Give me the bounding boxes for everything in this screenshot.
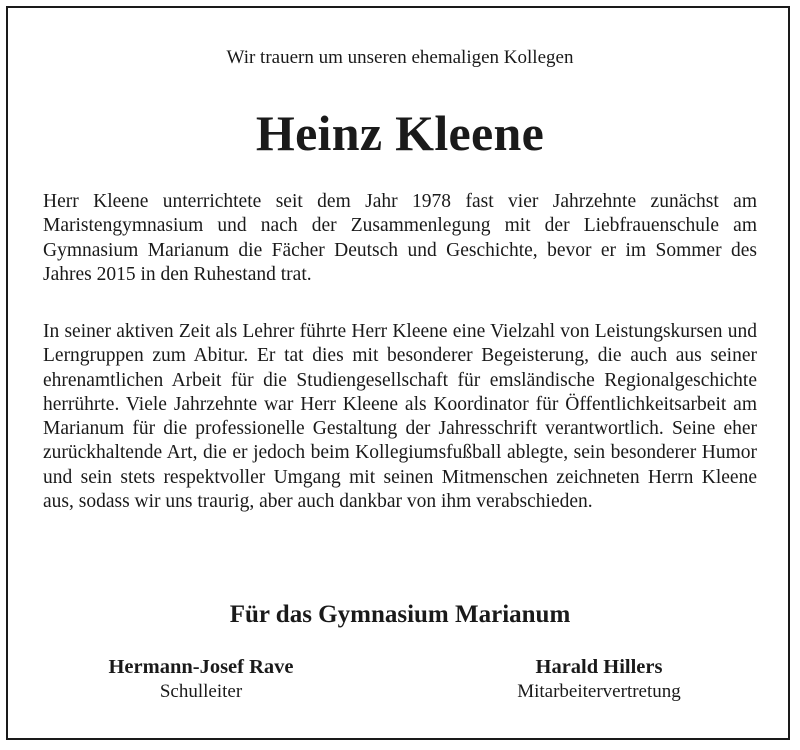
deceased-name: Heinz Kleene	[255, 105, 545, 161]
signatory-role: Mitarbeitervertretung	[517, 681, 681, 702]
signatory-left	[60, 655, 342, 705]
paragraph-career: Herr Kleene unterrichtete seit dem Jahr 1978 fast vier Jahrzehnte zunächst am Maristengymnasium und nach der Zusammenlegung mit der Liebfrauenschule am Gymnasium Marianum die Fächer Deutsch und Geschichte, bevor er im Sommer des Jahres 2015 in den Ruhestand trat.	[43, 191, 757, 285]
organization-line: Für das Gymnasium Marianum	[229, 601, 571, 628]
signatory-right	[458, 655, 740, 705]
paragraph-tribute: In seiner aktiven Zeit als Lehrer führte Herr Kleene eine Vielzahl von Leistungskursen und Lerngruppen zum Abitur. Er tat dies mit besonderer Begeisterung, die auch aus seiner ehrenamtlichen Arbeit für die Studiengesellschaft für emsländische Regionalgeschichte herrührte. Viele Jahrzehnte war Herr Kleene als Koordinator für Öffentlichkeitsarbeit am Marianum für die professionelle Gestaltung der Jahresschrift verantwortlich. Seine eher zurückhaltende Art, die er jedoch beim Kollegiumsfußball ablegte, sein besonderer Humor und sein stets respektvoller Umgang mit seinen Mitmenschen zeichneten Herrn Kleene aus, sodass wir uns traurig, aber auch dankbar von ihm verabschieden.	[43, 321, 757, 513]
signatory-name: Hermann-Josef Rave	[108, 656, 294, 678]
signatory-name: Harald Hillers	[535, 656, 663, 678]
signatory-role: Schulleiter	[159, 681, 243, 702]
intro-line: Wir trauern um unseren ehemaligen Kollegen	[226, 47, 574, 68]
